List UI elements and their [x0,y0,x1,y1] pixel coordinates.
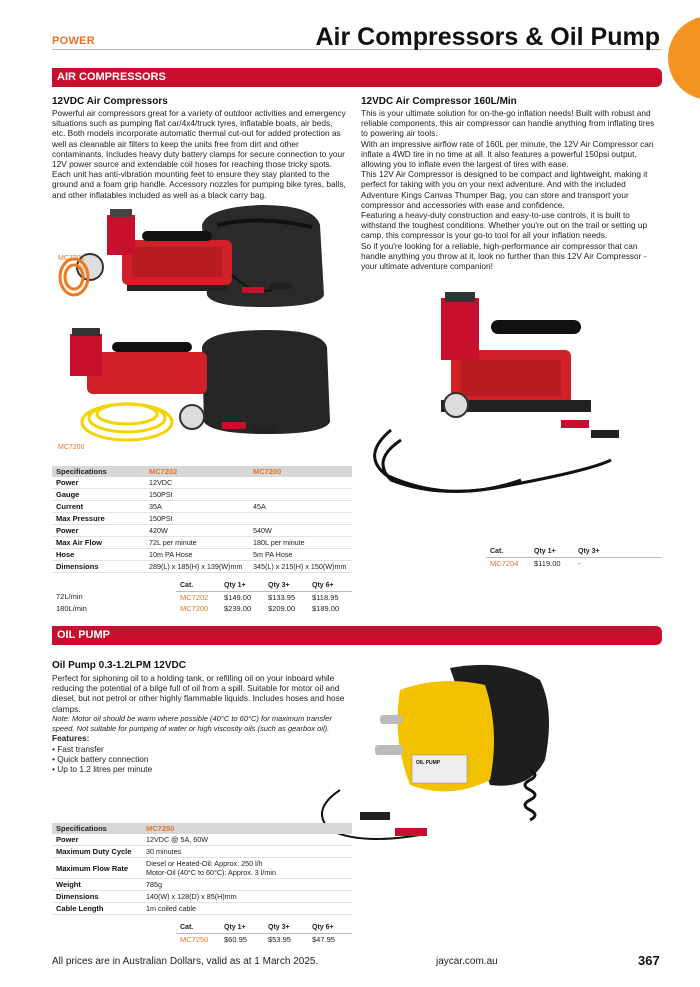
features-title: Features: [52,733,90,743]
spec-key: Max Air Flow [52,537,145,549]
price-header-qty3: Qty 3+ [574,546,662,557]
spec-value: 30 minutes [142,846,352,858]
image-label-mc7200: MC7200 [58,444,85,451]
spec-value: 150PSI [145,489,249,501]
spec-value: 540W [249,525,352,537]
table-row [176,933,352,945]
spec-header-mc7202: MC7202 [145,466,249,477]
air-spec-table [52,466,352,573]
spec-value [249,477,352,489]
price-qty1: $149.00 [224,592,252,602]
spec-value: 140(W) x 128(D) x 85(H)mm [142,891,352,903]
spec-header-label: Specifications [52,823,142,834]
spec-value: 150PSI [145,513,249,525]
price-qty6: $47.95 [312,934,335,944]
spec-value: 45A [249,501,352,513]
table-row [52,525,352,537]
spec-key: Cable Length [52,903,142,915]
price-qty6: $189.00 [312,603,340,613]
air-left-description: Powerful air compressors great for a variety of outdoor activities and emergency situations such as pumping flat car/4x4/truck tyres, inflatable boats, air beds, etc. Both models incorporate automatic thermal cut-out for added protection as well as cleanable air filters to keep the units free from dirt and other contaminants. Includes heavy duty battery clamps for secure connection to your 12V power source and extendable coil hoses for reaching those tricky spots. Each unit has anti-vibration mounting feet to ensure they stay planted to the ground and a foam grip handle. Accessory nozzles for pumping bike tyres, balls, and other inflatables included as well as a black carry bag. [52,108,346,200]
price-cat: MC7204 [490,558,519,568]
spec-value [249,513,352,525]
table-row [52,489,352,501]
price-header-cat: Cat. [176,922,220,933]
price-qty3: $209.00 [268,603,296,613]
air-compressors-banner: AIR COMPRESSORS [52,68,662,87]
spec-value: 5m PA Hose [249,549,352,561]
price-desc: 72L/min [56,592,83,602]
section-tag: POWER [52,35,96,47]
table-row [52,513,352,525]
spec-value: 72L per minute [145,537,249,549]
spec-key: Hose [52,549,145,561]
table-row [52,501,352,513]
table-row [52,603,352,614]
page-number: 367 [638,953,660,968]
spec-key: Max Pressure [52,513,145,525]
list-item: • Quick battery connection [52,754,149,765]
spec-header-label: Specifications [52,466,145,477]
spec-value [249,489,352,501]
price-qty3: - [578,558,581,568]
price-qty1: $239.00 [224,603,252,613]
price-cat: MC7250 [180,934,209,944]
table-row [52,879,352,891]
price-qty3: $53.95 [268,934,291,944]
air-right-paragraph: This 12V Air Compressor is designed to be compact and lightweight, making it perfect for taking with you on your next adventure. And with the included Adventure Kings Canvas Thumper Bag, you can store and transport your compressor and accessories with ease and confidence. [361,169,648,210]
table-row [52,903,352,915]
table-row [486,557,662,569]
features-list [52,744,152,775]
spec-value: 289(L) x 185(H) x 139(W)mm [145,561,249,573]
spec-key: Current [52,501,145,513]
spec-header-mc7200: MC7200 [249,466,352,477]
price-cat: MC7200 [180,603,209,613]
oil-pump-image [300,650,570,850]
price-header-cat: Cat. [486,546,530,557]
spec-value: 12VDC [145,477,249,489]
air-right-paragraph: With an impressive airflow rate of 160L per minute, the 12V Air Compressor can inflate a 4WD tire in no time at all. It also features a powerful 150psi output, allowing you to inflate even the largest of tires with ease. [361,138,654,170]
table-header [486,546,662,557]
table-row [52,537,352,549]
spec-value: 180L per minute [249,537,352,549]
air-right-paragraph: Featuring a heavy-duty construction and easy-to-use controls, it is built to withstand the toughest conditions. Whether you're out on the trail or setting up camp, this compressor is your go-to tool for all your inflation needs. [361,210,648,241]
price-header-qty6: Qty 6+ [308,580,352,591]
spec-key: Power [52,525,145,537]
oil-pump-banner: OIL PUMP [52,626,662,645]
table-row [52,846,352,858]
price-cat: MC7202 [180,592,209,602]
air-left-heading: 12VDC Air Compressors [52,96,168,107]
spec-value: 1m coiled cable [142,903,352,915]
image-label-mc7202: MC7202 [58,255,85,262]
air-right-price-table [486,546,662,569]
oil-spec-table [52,823,352,915]
oil-pump-heading: Oil Pump 0.3-1.2LPM 12VDC [52,660,186,671]
air-right-paragraph: So if you're looking for a reliable, high-performance air compressor that can handle anything you throw at it, look no further than this 12V Air Compressor - your ultimate adventure companion! [361,240,647,272]
air-right-paragraph: This is your ultimate solution for on-the-go inflation needs! Built with robust and reliable components, this air compressor can handle anything from inflating tires to powering air tools. [361,108,655,139]
oil-price-table [176,922,352,945]
price-header-qty1: Qty 1+ [530,546,574,557]
price-qty1: $119.00 [534,558,561,568]
table-row [52,549,352,561]
spec-value: 420W [145,525,249,537]
compressor-mc7204-image [361,290,661,510]
list-item: • Fast transfer [52,744,104,754]
spec-key: Maximum Duty Cycle [52,846,142,858]
air-right-description [361,108,661,271]
price-desc: 180L/min [56,603,87,613]
pump-label-text: OIL PUMP [416,760,441,766]
table-header [52,823,352,834]
footer-website-link[interactable]: jaycar.com.au [436,956,498,967]
air-right-heading: 12VDC Air Compressor 160L/Min [361,96,517,107]
price-header-qty3: Qty 3+ [264,580,308,591]
oil-pump-description: Perfect for siphoning oil to a holding tank, or refilling oil on your inboard while reducing the potential of a bilge full of oil from a spill. Suitable for motor oil and diesel, but not petrol or other highly flammable liquids. Includes hoses and hose clamps. [52,673,345,714]
spec-key: Weight [52,879,142,891]
spec-key: Gauge [52,489,145,501]
price-qty6: $118.95 [312,592,339,602]
page-title: Air Compressors & Oil Pump [315,23,660,51]
spec-value: 345(L) x 215(H) x 150(W)mm [249,561,352,573]
list-item: • Up to 1.2 litres per minute [52,764,153,775]
compressor-mc7202-image [52,195,352,320]
table-row [52,561,352,573]
price-header-cat: Cat. [176,580,220,591]
spec-header-mc7250: MC7250 [142,823,352,834]
table-row [52,477,352,489]
table-row [52,858,352,879]
spec-key: Power [52,477,145,489]
price-header-qty3: Qty 3+ [264,922,308,933]
table-row [52,891,352,903]
spec-key: Dimensions [52,561,145,573]
table-header [52,580,352,591]
spec-value: 10m PA Hose [145,549,249,561]
corner-decoration [668,16,700,100]
spec-key: Maximum Flow Rate [52,858,142,879]
price-header-qty6: Qty 6+ [308,922,352,933]
footer-disclaimer: All prices are in Australian Dollars, valid as at 1 March 2025. [52,956,319,967]
spec-value: 785g [142,879,352,891]
price-qty1: $60.95 [224,934,247,944]
compressor-mc7200-image [52,322,352,452]
price-header-qty1: Qty 1+ [220,922,264,933]
table-row [52,834,352,846]
spec-key: Dimensions [52,891,142,903]
spec-value: 35A [145,501,249,513]
spec-key: Power [52,834,142,846]
table-header [52,466,352,477]
spec-value: Diesel or Heated-Oil: Approx. 250 l/h Motor-Oil (40°C to 60°C): Approx. 3 l/min [142,858,352,879]
oil-pump-note: Note: Motor oil should be warm where possible (40°C to 60°C) for maximum transfer speed. Not suitable for pumping of water or high viscosity oils (such as gearbox oil). [52,714,332,733]
price-qty3: $133.95 [268,592,296,602]
table-row [52,591,352,603]
table-header [176,922,352,933]
spec-value: 12VDC @ 5A, 60W [142,834,352,846]
price-header-qty1: Qty 1+ [220,580,264,591]
air-price-table [52,580,352,614]
